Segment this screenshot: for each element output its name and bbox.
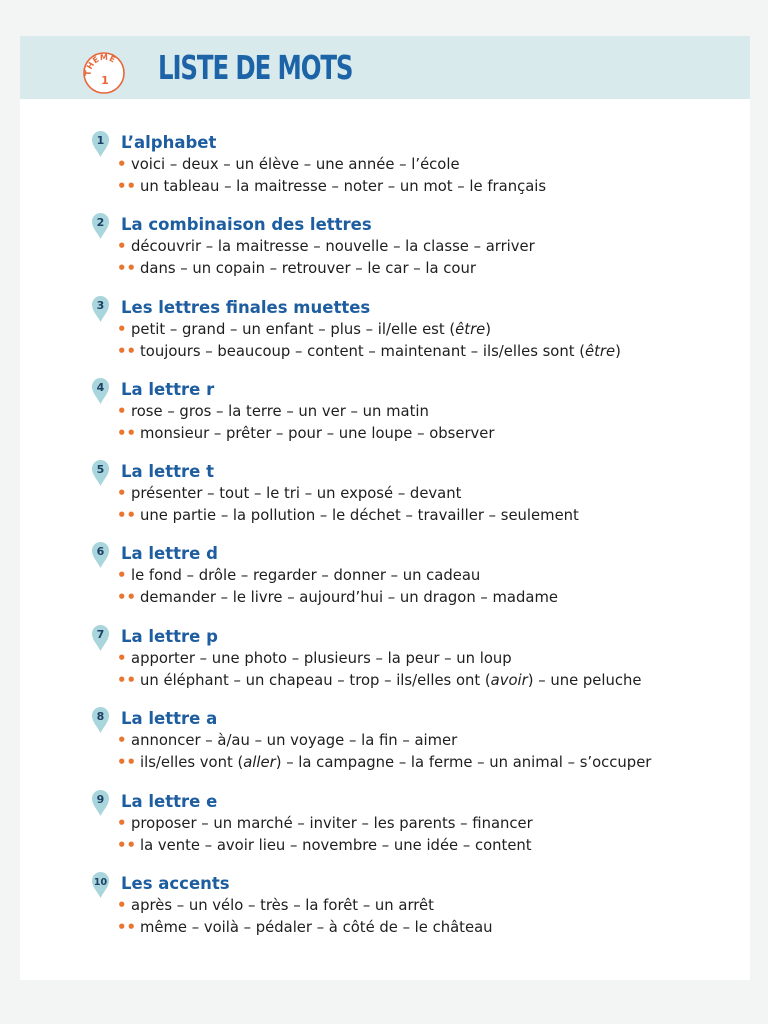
section-title: La combinaison des lettres (121, 215, 372, 234)
bullet-single-icon: • (117, 650, 127, 667)
word-list-sheet (20, 36, 750, 980)
section-number-pin-icon (91, 377, 110, 405)
word-line-level-2 (117, 670, 642, 692)
section-number-pin-icon (91, 706, 110, 734)
words-text: ) (615, 343, 621, 360)
section-title: La lettre t (121, 462, 214, 481)
section-title: La lettre e (121, 792, 218, 811)
bullet-double-icon: •• (117, 919, 136, 936)
words: découvrir – la maitresse – nouvelle – la classe – arriver (131, 238, 535, 255)
section-number: 5 (96, 463, 105, 476)
bullet-double-icon: •• (117, 672, 136, 689)
bullet-single-icon: • (117, 815, 127, 832)
bullet-double-icon: •• (117, 589, 136, 606)
words (140, 754, 651, 771)
section-number-pin-icon (91, 624, 110, 652)
section-6 (20, 541, 750, 621)
words: dans – un copain – retrouver – le car – la cour (140, 260, 476, 277)
bullet-double-icon: •• (117, 837, 136, 854)
verb-infinitive: avoir (490, 672, 528, 689)
bullet-double-icon: •• (117, 507, 136, 524)
theme-number: 1 (101, 74, 109, 87)
page-title: LISTE DE MOTS (158, 48, 353, 87)
bullet-double-icon: •• (117, 260, 136, 277)
words (131, 321, 491, 338)
words (140, 672, 642, 689)
bullet-double-icon: •• (117, 178, 136, 195)
verb-infinitive: être (455, 321, 486, 338)
verb-infinitive: être (585, 343, 616, 360)
words: après – un vélo – très – la forêt – un arrêt (131, 897, 434, 914)
bullet-single-icon: • (117, 732, 127, 749)
section-number: 6 (96, 545, 105, 558)
word-line-level-2 (117, 505, 579, 527)
words: présenter – tout – le tri – un exposé – devant (131, 485, 462, 502)
bullet-single-icon: • (117, 567, 127, 584)
word-line-level-1 (117, 565, 480, 587)
header-band (20, 36, 750, 99)
words: proposer – un marché – inviter – les parents – financer (131, 815, 533, 832)
section-number: 9 (96, 793, 105, 806)
section-7 (20, 624, 750, 704)
section-title: La lettre r (121, 380, 215, 399)
word-line-level-2 (117, 587, 558, 609)
words-text: ) – la campagne – la ferme – un animal – s’occuper (275, 754, 652, 771)
section-title: L’alphabet (121, 133, 217, 152)
section-2 (20, 212, 750, 292)
word-line-level-1 (117, 401, 429, 423)
bullet-double-icon: •• (117, 425, 136, 442)
bullet-double-icon: •• (117, 754, 136, 771)
section-number: 3 (96, 299, 105, 312)
words-text: ) – une peluche (527, 672, 642, 689)
word-line-level-2 (117, 423, 495, 445)
bullet-single-icon: • (117, 897, 127, 914)
bullet-single-icon: • (117, 156, 127, 173)
words: annoncer – à/au – un voyage – la fin – aimer (131, 732, 458, 749)
section-number-pin-icon (91, 212, 110, 240)
bullet-double-icon: •• (117, 343, 136, 360)
word-line-level-1 (117, 730, 457, 752)
section-number: 2 (96, 216, 105, 229)
words: la vente – avoir lieu – novembre – une idée – content (140, 837, 532, 854)
section-4 (20, 377, 750, 457)
section-1 (20, 130, 750, 210)
words: rose – gros – la terre – un ver – un matin (131, 403, 429, 420)
word-line-level-1 (117, 895, 434, 917)
word-line-level-2 (117, 917, 493, 939)
words-text: ils/elles vont ( (140, 754, 244, 771)
words: même – voilà – pédaler – à côté de – le château (140, 919, 493, 936)
words: voici – deux – un élève – une année – l’école (131, 156, 460, 173)
section-number-pin-icon (91, 130, 110, 158)
section-10 (20, 871, 750, 951)
section-number: 7 (96, 628, 105, 641)
section-title: La lettre d (121, 544, 218, 563)
word-line-level-1 (117, 154, 460, 176)
word-line-level-2 (117, 258, 476, 280)
section-title: Les lettres finales muettes (121, 298, 371, 317)
bullet-single-icon: • (117, 403, 127, 420)
section-8 (20, 706, 750, 786)
word-line-level-1 (117, 648, 512, 670)
word-line-level-2 (117, 341, 621, 363)
words: un tableau – la maitresse – noter – un mot – le français (140, 178, 547, 195)
section-number: 1 (96, 134, 105, 147)
section-number: 8 (96, 710, 105, 723)
words-text: un éléphant – un chapeau – trop – ils/elles ont ( (140, 672, 491, 689)
words-text: toujours – beaucoup – content – maintenant – ils/elles sont ( (140, 343, 586, 360)
section-number-pin-icon (91, 789, 110, 817)
verb-infinitive: aller (243, 754, 276, 771)
word-line-level-2 (117, 752, 651, 774)
section-number: 10 (93, 877, 108, 888)
section-title: La lettre p (121, 627, 218, 646)
word-line-level-1 (117, 319, 491, 341)
words: monsieur – prêter – pour – une loupe – observer (140, 425, 495, 442)
section-number: 4 (96, 381, 105, 394)
word-line-level-1 (117, 813, 533, 835)
section-title: Les accents (121, 874, 230, 893)
section-9 (20, 789, 750, 869)
words-text: petit – grand – un enfant – plus – il/elle est ( (131, 321, 456, 338)
word-line-level-1 (117, 483, 461, 505)
section-number-pin-icon (91, 459, 110, 487)
word-line-level-2 (117, 176, 546, 198)
word-line-level-1 (117, 236, 535, 258)
theme-label: THÈME (83, 52, 118, 77)
bullet-single-icon: • (117, 321, 127, 338)
words: une partie – la pollution – le déchet – travailler – seulement (140, 507, 579, 524)
words-text: ) (485, 321, 492, 338)
section-3 (20, 295, 750, 375)
bullet-single-icon: • (117, 238, 127, 255)
section-number-pin-icon (91, 871, 110, 899)
word-line-level-2 (117, 835, 532, 857)
bullet-single-icon: • (117, 485, 127, 502)
words: demander – le livre – aujourd’hui – un dragon – madame (140, 589, 558, 606)
section-5 (20, 459, 750, 539)
section-title: La lettre a (121, 709, 218, 728)
theme-badge-icon (82, 51, 126, 95)
words: apporter – une photo – plusieurs – la peur – un loup (131, 650, 512, 667)
section-number-pin-icon (91, 541, 110, 569)
section-number-pin-icon (91, 295, 110, 323)
words (140, 343, 621, 360)
words: le fond – drôle – regarder – donner – un cadeau (131, 567, 481, 584)
